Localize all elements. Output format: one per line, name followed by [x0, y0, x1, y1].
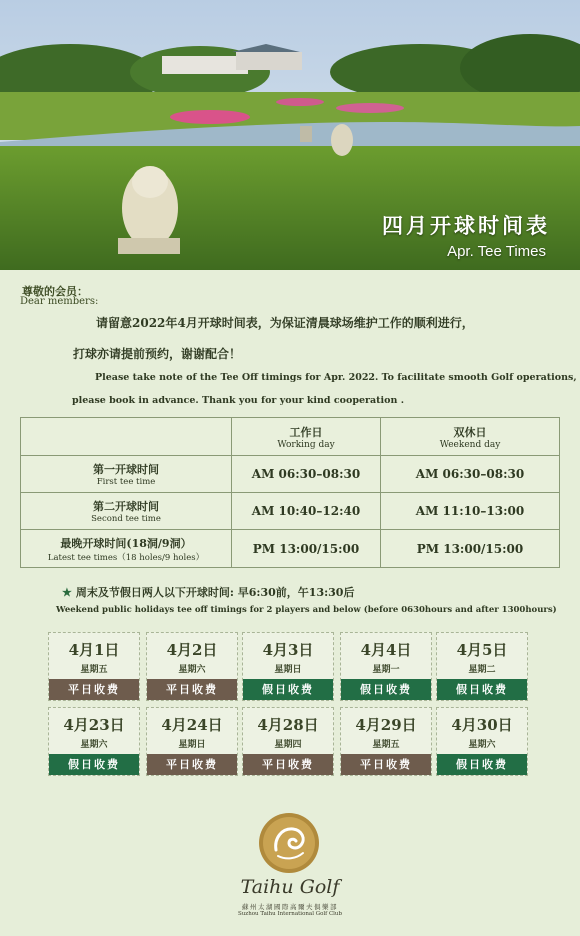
row-label-cn: 第一开球时间	[93, 463, 159, 476]
card-fee-badge: 假日收费	[49, 754, 139, 775]
row-label-cn: 最晚开球时间(18洞/9洞）	[60, 536, 192, 550]
header-working-day-en: Working day	[277, 439, 335, 450]
table-row	[21, 530, 560, 568]
card-date: 4月28日	[257, 716, 319, 734]
card-weekday: 星期日	[274, 665, 302, 675]
card-weekday: 星期日	[178, 740, 206, 750]
tee-times-table	[20, 417, 560, 568]
header-empty-cell	[21, 418, 232, 456]
calendar-card	[146, 632, 238, 701]
card-fee-badge: 假日收费	[437, 754, 527, 775]
working-time: AM 06:30–08:30	[232, 456, 381, 493]
card-date: 4月23日	[63, 716, 125, 734]
hero-subtitle: Apr. Tee Times	[447, 243, 546, 260]
row-label-cn: 第二开球时间	[93, 500, 159, 513]
holiday-notice-en: Weekend public holidays tee off timings for 2 players and below (before 0630hours and after 1300hours)	[56, 605, 557, 615]
card-weekday: 星期二	[468, 665, 496, 675]
club-name-cn: 蘇州太湖國際高爾夫俱樂部	[242, 903, 338, 911]
header-working-day	[232, 418, 381, 456]
club-logo-icon	[258, 812, 320, 874]
calendar-card	[242, 707, 334, 776]
intro-paragraph-cn-1: 请留意2022年4月开球时间表，为保证清晨球场维护工作的顺利进行，	[96, 316, 474, 330]
card-fee-badge: 平日收费	[341, 754, 431, 775]
intro-paragraph-cn-2: 打球亦请提前预约，谢谢配合！	[73, 347, 242, 361]
card-fee-badge: 平日收费	[243, 754, 333, 775]
table-row	[21, 493, 560, 530]
row-label-en: Second tee time	[91, 514, 161, 524]
weekend-time: AM 06:30–08:30	[381, 456, 560, 493]
card-date: 4月5日	[456, 641, 508, 659]
holiday-notice-text: 周末及节假日两人以下开球时间: 早6:30前，午13:30后	[75, 586, 355, 599]
club-name-en: Suzhou Taihu International Golf Club	[238, 911, 342, 917]
card-date: 4月30日	[451, 716, 513, 734]
greeting-en: Dear members:	[20, 296, 99, 307]
card-weekday: 星期五	[372, 740, 400, 750]
card-date: 4月4日	[360, 641, 412, 659]
calendar-card	[146, 707, 238, 776]
header-weekend-day-en: Weekend day	[439, 439, 501, 450]
calendar-card	[48, 632, 140, 701]
card-weekday: 星期六	[178, 665, 206, 675]
header-working-day-cn: 工作日	[289, 425, 323, 439]
card-weekday: 星期六	[468, 740, 496, 750]
greeting-cn: 尊敬的会员：	[22, 285, 88, 298]
hero-banner	[0, 0, 580, 270]
weekend-time: PM 13:00/15:00	[381, 530, 560, 568]
row-label-en: Latest tee times（18 holes/9 holes）	[47, 552, 205, 563]
holiday-notice-cn	[62, 584, 354, 600]
card-weekday: 星期五	[80, 665, 108, 675]
card-weekday: 星期四	[274, 740, 302, 750]
row-label	[21, 530, 232, 568]
card-date: 4月3日	[262, 641, 314, 659]
card-date: 4月29日	[355, 716, 417, 734]
card-date: 4月24日	[161, 716, 223, 734]
card-fee-badge: 平日收费	[49, 679, 139, 700]
calendar-card	[340, 707, 432, 776]
intro-paragraph-en-2: please book in advance. Thank you for your kind cooperation .	[72, 395, 405, 406]
card-fee-badge: 假日收费	[437, 679, 527, 700]
card-weekday: 星期六	[80, 740, 108, 750]
calendar-card	[436, 707, 528, 776]
weekend-time: AM 11:10–13:00	[381, 493, 560, 530]
card-fee-badge: 平日收费	[147, 754, 237, 775]
card-fee-badge: 假日收费	[341, 679, 431, 700]
card-date: 4月2日	[166, 641, 218, 659]
row-label	[21, 493, 232, 530]
star-icon: ★	[62, 586, 72, 599]
row-label-en: First tee time	[96, 477, 156, 487]
working-time: AM 10:40–12:40	[232, 493, 381, 530]
header-weekend-day-cn: 双休日	[453, 425, 487, 439]
row-label	[21, 456, 232, 493]
table-row	[21, 456, 560, 493]
table-header-row	[21, 418, 560, 456]
calendar-card	[436, 632, 528, 701]
card-fee-badge: 假日收费	[243, 679, 333, 700]
card-fee-badge: 平日收费	[147, 679, 237, 700]
hero-title: 四月开球时间表	[382, 214, 550, 238]
calendar-card	[48, 707, 140, 776]
brand-wordmark: Taihu Golf	[240, 876, 340, 898]
working-time: PM 13:00/15:00	[232, 530, 381, 568]
calendar-card	[340, 632, 432, 701]
card-weekday: 星期一	[372, 665, 400, 675]
calendar-card	[242, 632, 334, 701]
intro-paragraph-en-1: Please take note of the Tee Off timings for Apr. 2022. To facilitate smooth Golf operations,	[95, 372, 577, 383]
header-weekend-day	[381, 418, 560, 456]
card-date: 4月1日	[68, 641, 120, 659]
